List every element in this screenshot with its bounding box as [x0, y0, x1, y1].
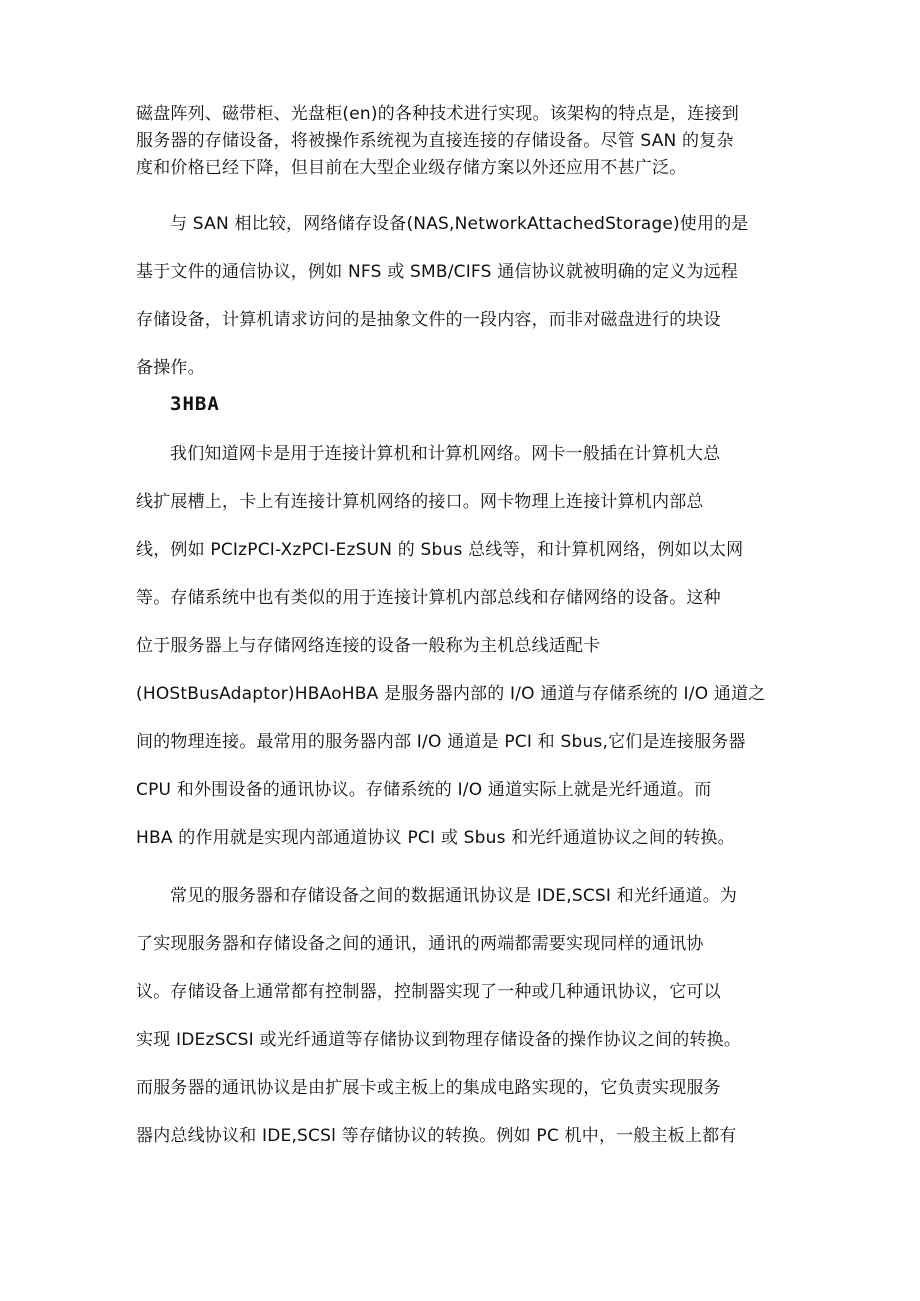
text-line: 我们知道网卡是用于连接计算机和计算机网络。网卡一般插在计算机大总 [170, 444, 721, 464]
text-line: 磁盘阵列、磁带柜、光盘柜(en)的各种技术进行实现。该架构的特点是，连接到 [136, 104, 739, 124]
text-line: 存储设备，计算机请求访问的是抽象文件的一段内容，而非对磁盘进行的块设 [136, 310, 721, 330]
text-line: 位于服务器上与存储网络连接的设备一般称为主机总线适配卡 [136, 636, 601, 656]
text-line: 服务器的存储设备，将被操作系统视为直接连接的存储设备。尽管 SAN 的复杂 [136, 131, 734, 151]
text-line: CPU 和外围设备的通讯协议。存储系统的 I/O 通道实际上就是光纤通道。而 [136, 780, 712, 800]
text-line: 议。存储设备上通常都有控制器，控制器实现了一种或几种通讯协议，它可以 [136, 982, 721, 1002]
text-line: 线，例如 PCIzPCI-XzPCI-EzSUN 的 Sbus 总线等，和计算机网络，例如以太网 [136, 540, 744, 560]
text-line: HBA 的作用就是实现内部通道协议 PCI 或 Sbus 和光纤通道协议之间的转换。 [136, 828, 735, 848]
text-line: 度和价格已经下降，但目前在大型企业级存储方案以外还应用不甚广泛。 [136, 158, 687, 178]
text-line: 与 SAN 相比较，网络储存设备(NAS,NetworkAttachedStorage)使用的是 [170, 214, 749, 234]
text-line: 器内总线协议和 IDE,SCSl 等存储协议的转换。例如 PC 机中，一般主板上都有 [136, 1126, 737, 1146]
text-line: 了实现服务器和存储设备之间的通讯，通讯的两端都需要实现同样的通讯协 [136, 934, 704, 954]
text-line: 常见的服务器和存储设备之间的数据通讯协议是 IDE,SCSI 和光纤通道。为 [170, 886, 738, 906]
text-line: 等。存储系统中也有类似的用于连接计算机内部总线和存储网络的设备。这种 [136, 588, 721, 608]
text-line: 备操作。 [136, 358, 205, 378]
paragraph-nas [136, 200, 786, 392]
text-line: 实现 IDEzSCSI 或光纤通道等存储协议到物理存储设备的操作协议之间的转换。 [136, 1030, 742, 1050]
section-heading: 3HBA [170, 393, 220, 415]
text-line: 间的物理连接。最常用的服务器内部 I/O 通道是 PCI 和 Sbus,它们是连接服务器 [136, 732, 746, 752]
paragraph-protocols [136, 872, 786, 1160]
paragraph-san-intro [136, 101, 786, 182]
text-line: 基于文件的通信协议，例如 NFS 或 SMB/CIFS 通信协议就被明确的定义为远程 [136, 262, 739, 282]
text-line: 而服务器的通讯协议是由扩展卡或主板上的集成电路实现的，它负责实现服务 [136, 1078, 721, 1098]
text-line: (HOStBusAdaptor)HBAoHBA 是服务器内部的 I/O 通道与存储系统的 I/O 通道之 [136, 684, 766, 704]
text-line: 线扩展槽上，卡上有连接计算机网络的接口。网卡物理上连接计算机内部总 [136, 492, 704, 512]
paragraph-hba [136, 430, 786, 862]
